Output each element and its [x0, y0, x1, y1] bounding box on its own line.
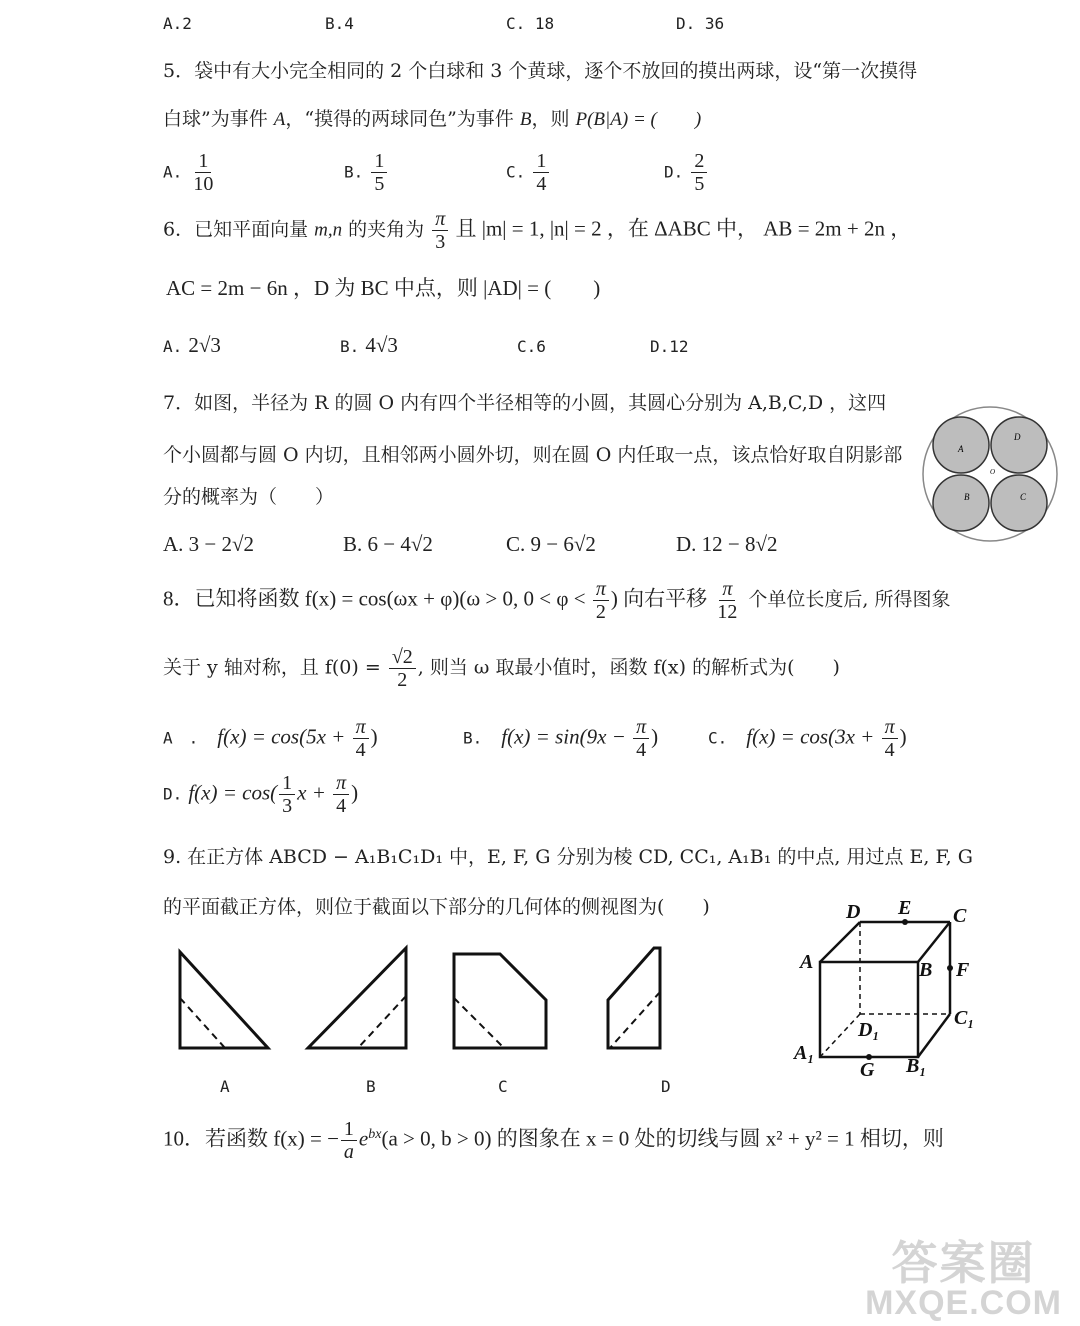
q9-label-b: B: [366, 1077, 376, 1096]
q9-figure-c: [454, 954, 546, 1048]
q6-option-c: C.6: [517, 337, 546, 356]
q5-option-b: B. $\frac{1}{5}$: [344, 150, 389, 195]
q5-option-d: D. $\frac{2}{5}$: [664, 150, 709, 195]
q7-line2: 个小圆都与圆 O 内切，且相邻两小圆外切，则在圆 O 内任取一点，该点恰好取自阴影部: [163, 444, 903, 466]
q8-line1: 8．已知将函数 f(x) = cos(ωx + φ)(ω > 0, 0 < φ < $\frac{\pi}{2}$ ) 向右平移 $\frac{\pi}{12}$ 个单位长度后, 所得图象: [163, 578, 951, 623]
q4-option-b: B.4: [325, 14, 354, 33]
q7-option-c: C. 9 − 6√2: [506, 532, 596, 556]
q8-option-c: C. f(x) = cos(3x + $\frac{\pi}{4}$ ): [708, 716, 907, 761]
q9-side-view-options: [170, 940, 690, 1060]
q8-line2: 关于 y 轴对称，且 f(0) = $\frac{√2}{2}$ , 则当 ω 取最小值时，函数 f(x) 的解析式为( ): [163, 646, 840, 691]
q7-circles-figure: [920, 404, 1060, 544]
q8-option-d: D. f(x) = cos( $\frac{1}{3}$ x + $\frac{\pi}{4}$ ): [163, 772, 359, 817]
q7-line3: 分的概率为（ ）: [163, 486, 335, 508]
svg-text:B₁: B₁: [906, 1055, 927, 1077]
svg-text:F: F: [956, 959, 970, 981]
q5-option-a-frac: $\frac{1}{10}$: [193, 150, 214, 195]
q9-line1: 9. 在正方体 ABCD − A₁B₁C₁D₁ 中，E, F, G 分别为棱 CD, CC₁, A₁B₁ 的中点, 用过点 E, F, G: [163, 846, 973, 868]
q9-label-d: D: [661, 1077, 671, 1096]
svg-text:C: C: [953, 905, 967, 927]
svg-text:D: D: [846, 901, 861, 923]
svg-text:O: O: [990, 468, 996, 476]
q5-line1: 5．袋中有大小完全相同的 2 个白球和 3 个黄球，逐个不放回的摸出两球，设“第一次摸得: [163, 60, 918, 82]
watermark-logo: 答案圈 MXQE.COM: [865, 1237, 1062, 1322]
svg-text:B: B: [919, 959, 933, 981]
q8-option-a: A . f(x) = cos(5x + $\frac{\pi}{4}$ ): [163, 716, 378, 761]
q4-option-c: C. 18: [506, 14, 555, 33]
q6-line1: 6．已知平面向量 m,n 的夹角为 $\frac{\pi}{3}$ 且 |m| = 1, |n| = 2 ，在 ΔABC 中， AB = 2m + 2n ，: [163, 208, 912, 253]
q6-line2: AC = 2m − 6n ，D 为 BC 中点，则 |AD| = ( ): [166, 276, 601, 300]
svg-text:A: A: [800, 951, 814, 973]
q9-label-a: A: [220, 1077, 230, 1096]
svg-text:A₁: A₁: [794, 1042, 815, 1064]
q6-option-b: B. 4√3: [340, 333, 398, 357]
q8-option-b: B. f(x) = sin(9x − $\frac{\pi}{4}$ ): [463, 716, 659, 761]
q9-figure-a: [180, 952, 268, 1048]
q9-label-c: C: [498, 1077, 508, 1096]
svg-text:E: E: [898, 897, 912, 919]
q9-cube-figure: [790, 892, 980, 1082]
q4-option-a: A.2: [163, 14, 192, 33]
svg-text:C₁: C₁: [954, 1007, 975, 1029]
q7-line1: 7．如图，半径为 R 的圆 O 内有四个半径相等的小圆，其圆心分别为 A,B,C,D ，这四: [163, 392, 887, 414]
svg-text:D: D: [1014, 432, 1021, 442]
q7-option-b: B. 6 − 4√2: [343, 532, 433, 556]
q6-option-d: D.12: [650, 337, 689, 356]
svg-text:C: C: [1020, 492, 1027, 502]
svg-text:G: G: [860, 1059, 875, 1081]
q5-options: A. $\frac{1}{10}$: [163, 150, 218, 195]
q9-line2: 的平面截正方体，则位于截面以下部分的几何体的侧视图为( ): [163, 896, 710, 918]
svg-text:B: B: [964, 492, 970, 502]
svg-text:D₁: D₁: [858, 1019, 880, 1041]
q7-option-d: D. 12 − 8√2: [676, 532, 778, 556]
svg-text:A: A: [958, 444, 964, 454]
q6-option-a: A. 2√3: [163, 333, 221, 357]
q5-line2: 白球”为事件 A，“摸得的两球同色”为事件 B，则 P(B|A) = ( ): [163, 108, 702, 130]
q7-option-a: A. 3 − 2√2: [163, 532, 255, 556]
q10-line1: 10．若函数 f(x) = − $\frac{1}{a}$ $e^{bx}(a > 0$, b > 0) 的图象在 x = 0 处的切线与圆 x² + y² = 1 相切，则: [163, 1118, 944, 1163]
q4-option-d: D. 36: [676, 14, 725, 33]
q9-figure-b: [308, 948, 406, 1048]
q9-figure-d: [608, 948, 660, 1048]
q5-option-c: C. $\frac{1}{4}$: [506, 150, 551, 195]
